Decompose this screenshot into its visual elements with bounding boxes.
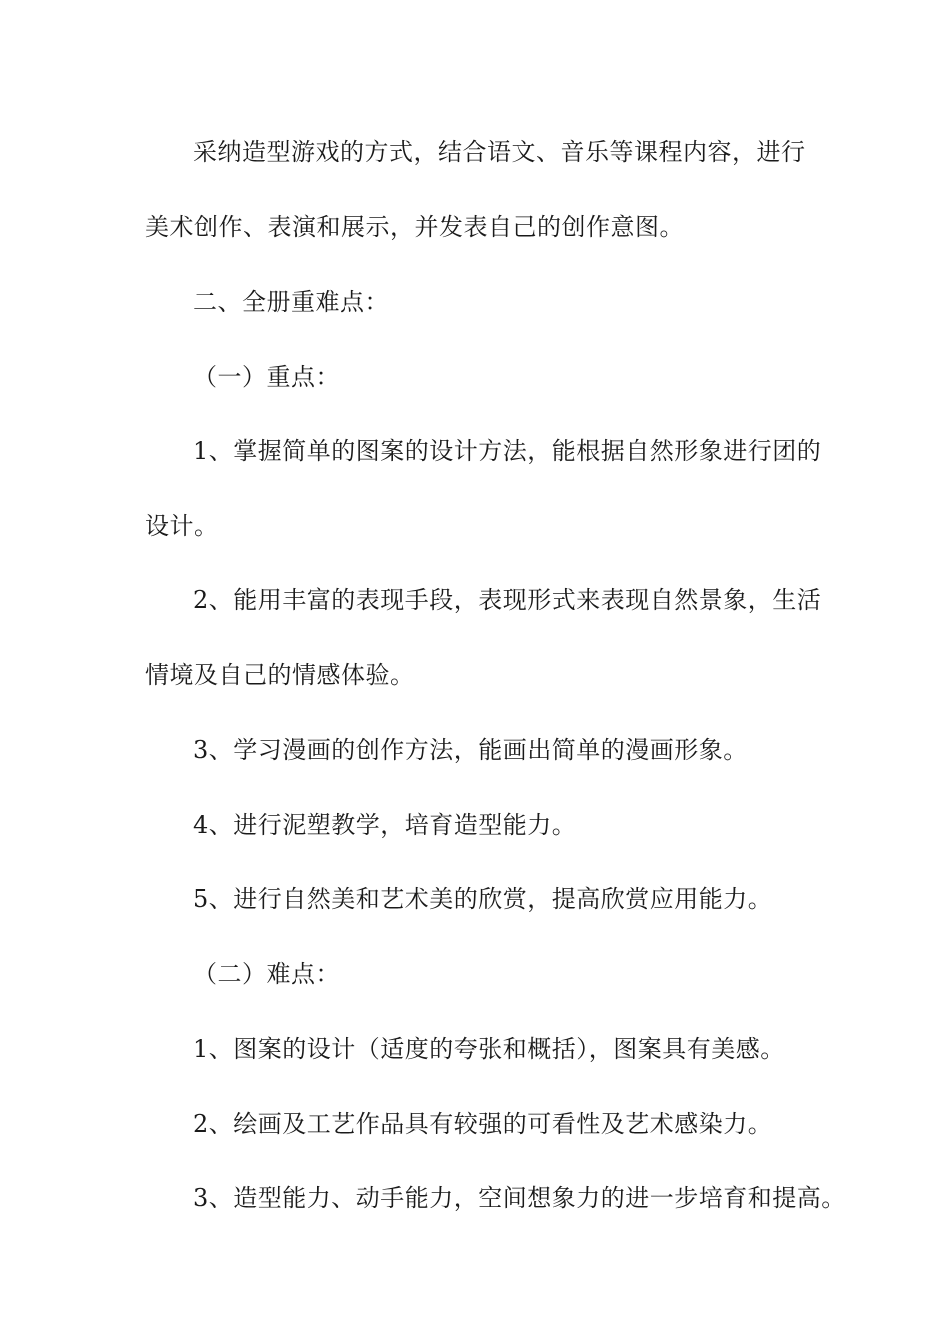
list-item: 3、学习漫画的创作方法，能画出简单的漫画形象。 (193, 736, 748, 764)
list-item: 2、绘画及工艺作品具有较强的可看性及艺术感染力。 (193, 1110, 773, 1138)
list-item-continuation: 设计。 (145, 512, 219, 540)
subsection-heading: （二）难点： (193, 960, 340, 988)
paragraph-line: 美术创作、表演和展示，并发表自己的创作意图。 (145, 213, 684, 241)
section-heading: 二、全册重难点： (193, 288, 389, 316)
paragraph-line: 采纳造型游戏的方式，结合语文、音乐等课程内容，进行 (193, 138, 806, 166)
list-item: 3、造型能力、动手能力，空间想象力的进一步培育和提高。 (193, 1184, 846, 1212)
list-item: 5、进行自然美和艺术美的欣赏，提高欣赏应用能力。 (193, 885, 773, 913)
list-item: 4、进行泥塑教学，培育造型能力。 (193, 811, 577, 839)
list-item: 1、掌握简单的图案的设计方法，能根据自然形象进行团的 (193, 437, 822, 465)
list-item: 2、能用丰富的表现手段，表现形式来表现自然景象，生活 (193, 586, 822, 614)
list-item: 1、图案的设计（适度的夸张和概括），图案具有美感。 (193, 1035, 785, 1063)
list-item-continuation: 情境及自己的情感体验。 (145, 661, 415, 689)
subsection-heading: （一）重点： (193, 363, 340, 391)
